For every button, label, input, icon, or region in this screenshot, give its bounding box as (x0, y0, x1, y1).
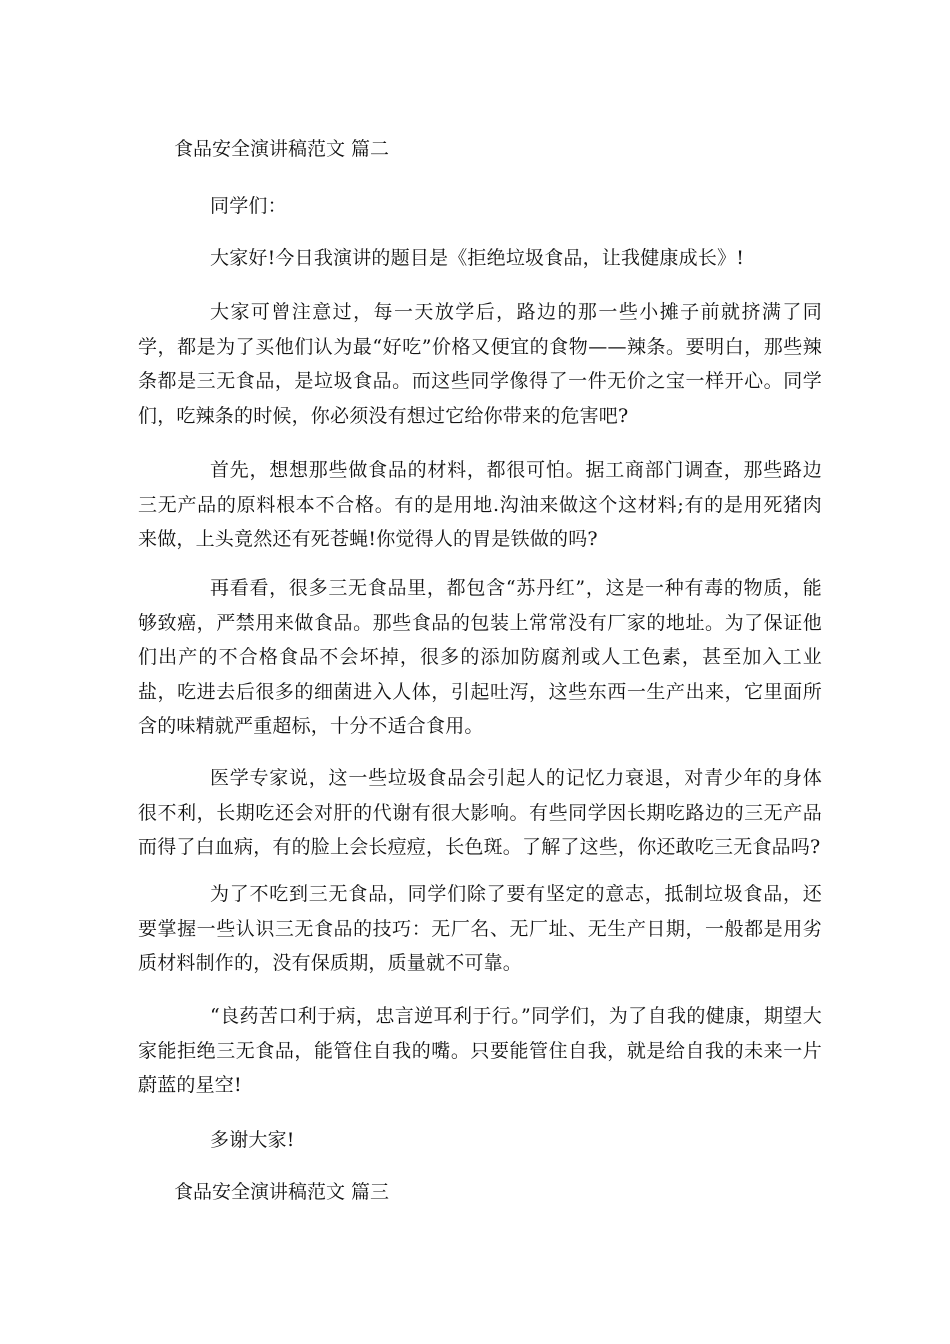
body-paragraph: 为了不吃到三无食品，同学们除了要有坚定的意志，抵制垃圾食品，还要掌握一些认识三无食品的技巧：无厂名、无厂址、无生产日期，一般都是用劣质材料制作的，没有保质期，质量就不可靠。 (138, 883, 822, 975)
body-paragraph: 首先，想想那些做食品的材料，都很可怕。据工商部门调查，那些路边三无产品的原料根本不合格。有的是用地.沟油来做这个这材料;有的是用死猪肉来做，上头竟然还有死苍蝇!你觉得人的胃是铁做的吗? (138, 459, 822, 551)
body-paragraph: 再看看，很多三无食品里，都包含“苏丹红”，这是一种有毒的物质，能够致癌，严禁用来做食品。那些食品的包装上常常没有厂家的地址。为了保证他们出产的不合格食品不会坏掉，很多的添加防腐剂或人工色素，甚至加入工业盐，吃进去后很多的细菌进入人体，引起吐泻，这些东西一生产出来，它里面所含的味精就严重超标，十分不适合食用。 (138, 577, 822, 738)
closing-line: 多谢大家! (210, 1129, 295, 1151)
section-three-title: 食品安全演讲稿范文 篇三 (174, 1181, 390, 1203)
greeting-paragraph: 大家好!今日我演讲的题目是《拒绝垃圾食品，让我健康成长》! (210, 247, 745, 269)
section-two-title: 食品安全演讲稿范文 篇二 (174, 138, 390, 160)
body-paragraph: 医学专家说，这一些垃圾食品会引起人的记忆力衰退，对青少年的身体很不利，长期吃还会对肝的代谢有很大影响。有些同学因长期吃路边的三无产品而得了白血病，有的脸上会长痘痘，长色斑。了解了这些，你还敢吃三无食品吗? (138, 767, 822, 859)
body-paragraph: 大家可曾注意过，每一天放学后，路边的那一些小摊子前就挤满了同学，都是为了买他们认为最“好吃”价格又便宜的食物——辣条。要明白，那些辣条都是三无食品，是垃圾食品。而这些同学像得了一件无价之宝一样开心。同学们，吃辣条的时候，你必须没有想过它给你带来的危害吧? (138, 301, 822, 427)
salutation: 同学们： (210, 195, 287, 217)
body-paragraph: “良药苦口利于病，忠言逆耳利于行。”同学们，为了自我的健康，期望大家能拒绝三无食品，能管住自我的嘴。只要能管住自我，就是给自我的未来一片蔚蓝的星空! (138, 1005, 822, 1097)
